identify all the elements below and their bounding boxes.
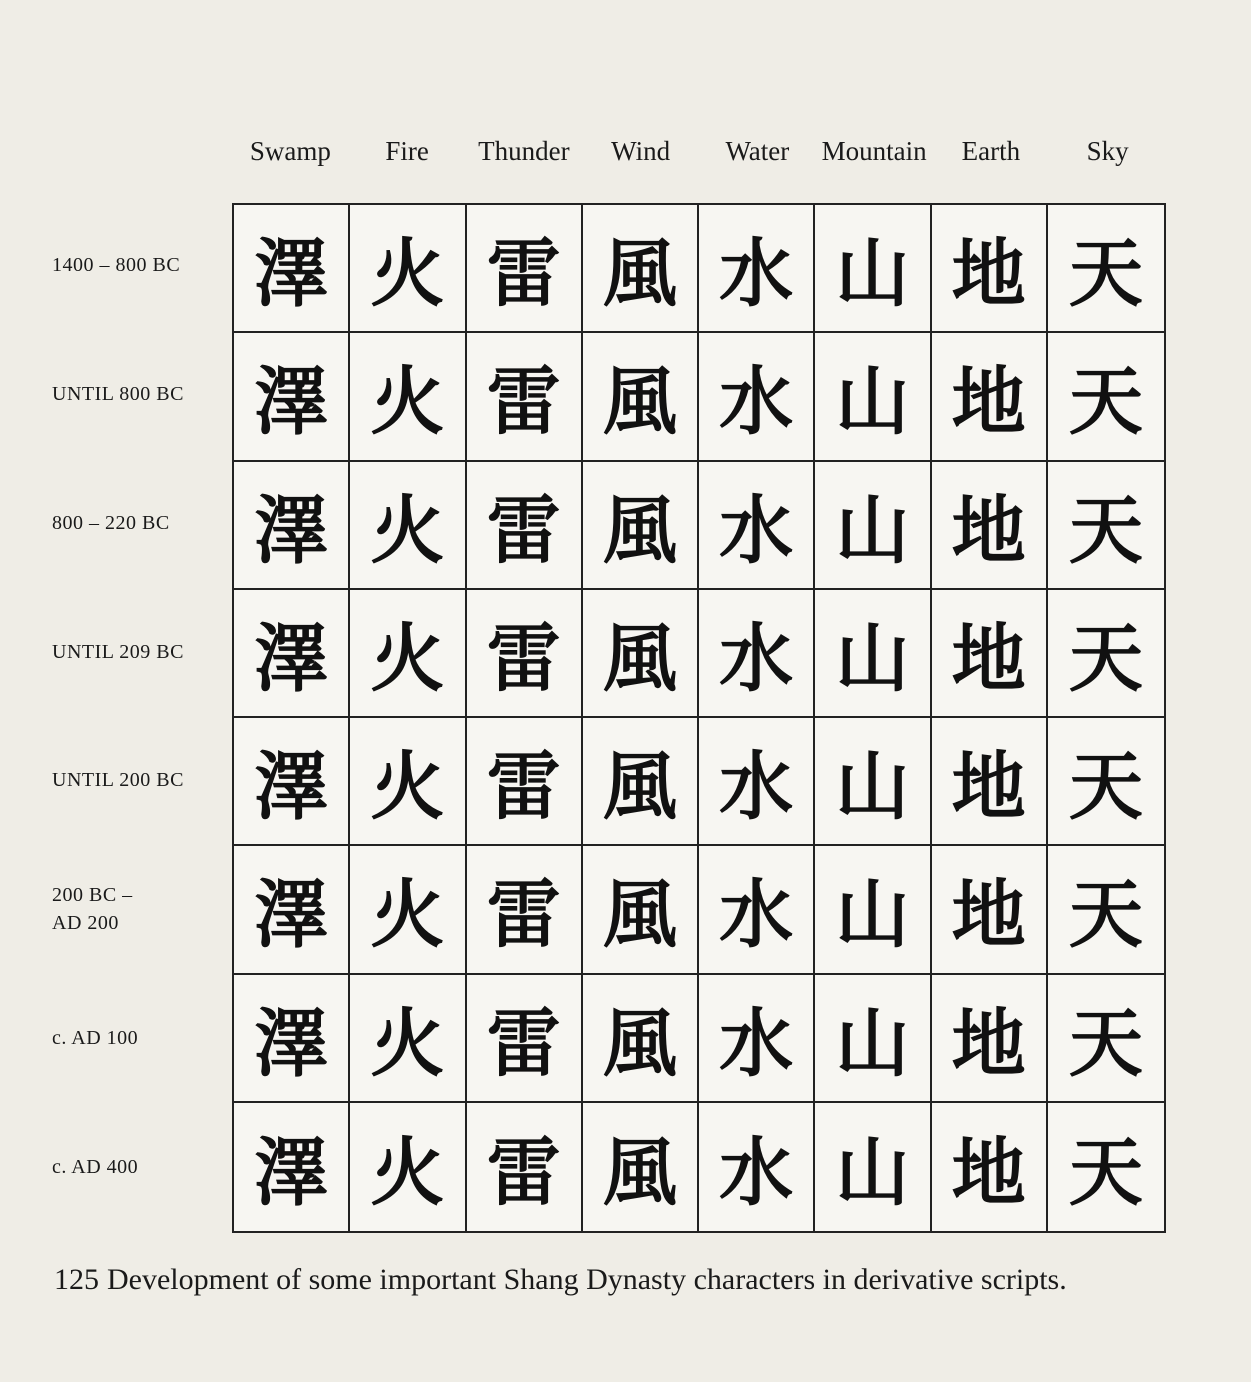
row-label: c. AD 400 — [52, 1155, 139, 1178]
glyph-cell: 澤 — [234, 975, 350, 1103]
glyph-cell: 天 — [1048, 718, 1164, 846]
row-label: 200 BC – AD 200 — [52, 884, 133, 935]
glyph-cell: 水 — [699, 590, 815, 718]
glyph-cell: 雷 — [467, 462, 583, 590]
glyph-cell: 風 — [583, 1103, 699, 1231]
glyph-cell: 山 — [815, 462, 931, 590]
glyph-cell: 山 — [815, 975, 931, 1103]
glyph-cell: 天 — [1048, 975, 1164, 1103]
glyph-cell: 風 — [583, 590, 699, 718]
glyph-cell: 水 — [699, 1103, 815, 1231]
column-header-sky: Sky — [1086, 136, 1129, 166]
glyph-cell: 火 — [350, 975, 466, 1103]
glyph-cell: 天 — [1048, 590, 1164, 718]
glyph-cell: 山 — [815, 333, 931, 461]
glyph-cell: 澤 — [234, 333, 350, 461]
glyph-cell: 火 — [350, 462, 466, 590]
glyph-cell: 澤 — [234, 718, 350, 846]
character-grid — [232, 203, 1166, 1233]
glyph-cell: 天 — [1048, 846, 1164, 974]
glyph-cell: 地 — [932, 590, 1048, 718]
figure-number: 125 — [54, 1263, 99, 1296]
glyph-cell: 地 — [932, 333, 1048, 461]
column-header-wind: Wind — [611, 136, 671, 166]
glyph-cell: 山 — [815, 718, 931, 846]
glyph-cell: 山 — [815, 590, 931, 718]
column-header-mountain: Mountain — [821, 136, 927, 166]
glyph-cell: 火 — [350, 205, 466, 333]
glyph-cell: 澤 — [234, 1103, 350, 1231]
glyph-cell: 水 — [699, 846, 815, 974]
row-label: UNTIL 200 BC — [52, 769, 184, 792]
glyph-cell: 水 — [699, 975, 815, 1103]
glyph-cell: 地 — [932, 205, 1048, 333]
row-label: UNTIL 800 BC — [52, 383, 184, 406]
glyph-cell: 雷 — [467, 846, 583, 974]
glyph-cell: 水 — [699, 333, 815, 461]
glyph-cell: 山 — [815, 1103, 931, 1231]
glyph-cell: 地 — [932, 1103, 1048, 1231]
row-label: 1400 – 800 BC — [52, 254, 181, 277]
glyph-cell: 風 — [583, 975, 699, 1103]
glyph-cell: 風 — [583, 846, 699, 974]
glyph-cell: 澤 — [234, 590, 350, 718]
glyph-cell: 雷 — [467, 333, 583, 461]
column-header-thunder: Thunder — [478, 136, 570, 166]
row-label: 800 – 220 BC — [52, 511, 170, 534]
column-header-water: Water — [725, 136, 790, 166]
glyph-cell: 雷 — [467, 975, 583, 1103]
glyph-cell: 水 — [699, 205, 815, 333]
glyph-cell: 天 — [1048, 205, 1164, 333]
glyph-cell: 水 — [699, 462, 815, 590]
figure-caption — [54, 1256, 1134, 1304]
glyph-cell: 天 — [1048, 333, 1164, 461]
glyph-cell: 風 — [583, 333, 699, 461]
glyph-cell: 山 — [815, 846, 931, 974]
glyph-cell: 火 — [350, 846, 466, 974]
column-header-swamp: Swamp — [249, 136, 331, 166]
glyph-cell: 雷 — [467, 205, 583, 333]
glyph-cell: 風 — [583, 205, 699, 333]
glyph-cell: 雷 — [467, 590, 583, 718]
glyph-cell: 澤 — [234, 846, 350, 974]
glyph-cell: 地 — [932, 462, 1048, 590]
caption-text: Development of some important Shang Dynasty characters in derivative scripts. — [107, 1263, 1067, 1296]
glyph-cell: 天 — [1048, 462, 1164, 590]
glyph-cell: 山 — [815, 205, 931, 333]
glyph-cell: 澤 — [234, 205, 350, 333]
glyph-cell: 雷 — [467, 1103, 583, 1231]
glyph-cell: 地 — [932, 846, 1048, 974]
glyph-cell: 地 — [932, 718, 1048, 846]
column-header-earth: Earth — [961, 136, 1021, 166]
glyph-cell: 火 — [350, 333, 466, 461]
glyph-cell: 雷 — [467, 718, 583, 846]
glyph-cell: 地 — [932, 975, 1048, 1103]
glyph-cell: 風 — [583, 718, 699, 846]
glyph-cell: 火 — [350, 1103, 466, 1231]
column-header-fire: Fire — [385, 136, 429, 166]
glyph-cell: 火 — [350, 590, 466, 718]
glyph-cell: 水 — [699, 718, 815, 846]
glyph-cell: 天 — [1068, 1129, 1143, 1216]
row-label: c. AD 100 — [52, 1026, 139, 1049]
glyph-cell: 火 — [350, 718, 466, 846]
glyph-cell: 澤 — [234, 462, 350, 590]
glyph-cell: 風 — [583, 462, 699, 590]
row-label: UNTIL 209 BC — [52, 640, 184, 663]
